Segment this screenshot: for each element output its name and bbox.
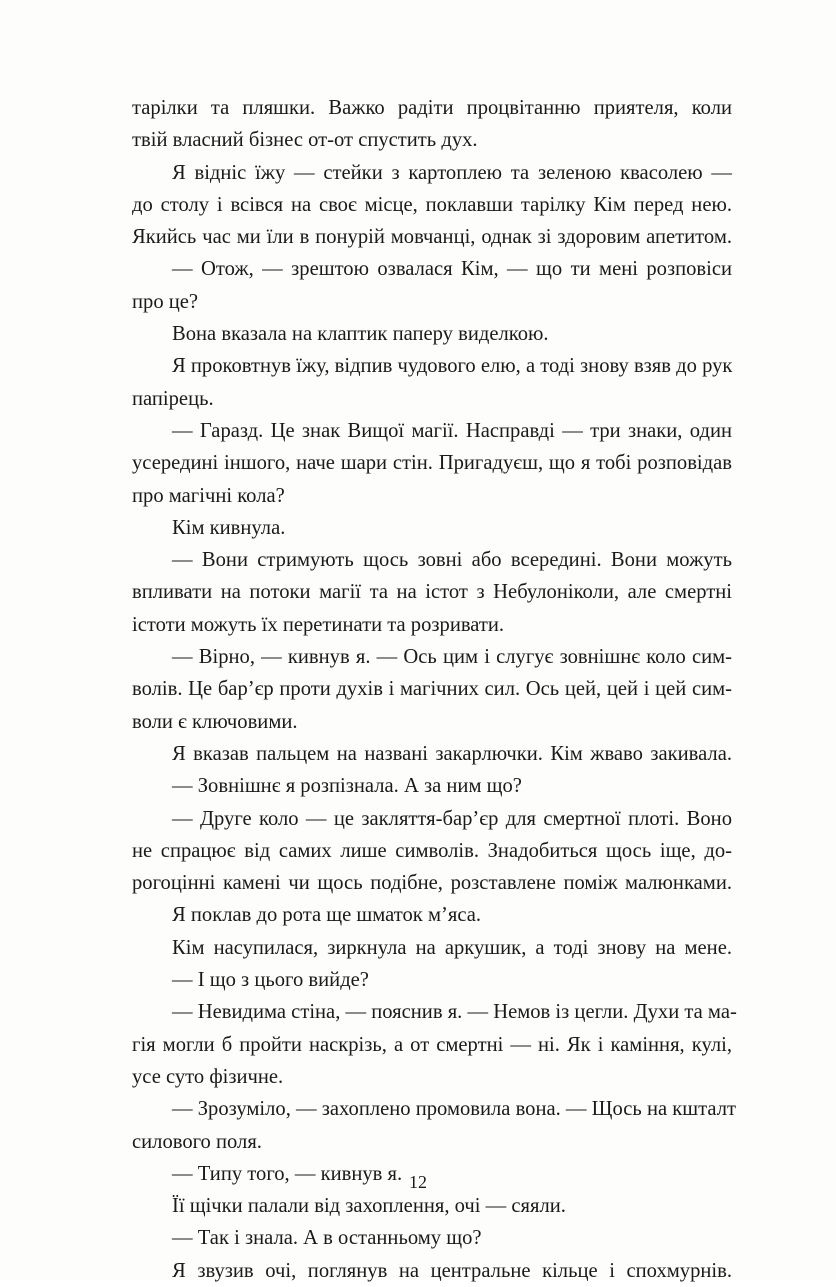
text-line: до столу і всівся на своє місце, поклавши тарілку Кім перед нею. [132, 193, 732, 216]
text-line: не спрацює від самих лише символів. Знадобиться щось іще, до- [132, 839, 732, 862]
body-text [132, 92, 737, 1287]
text-line: — Типу того, — кивнув я. [172, 1162, 403, 1185]
text-line: волів. Це бар’єр проти духів і магічних сил. Ось цей, цей і цей сим- [132, 678, 732, 701]
text-line: — І що з цього вийде? [172, 969, 369, 992]
text-line: тарілки та пляшки. Важко радіти процвітанню приятеля, коли [132, 97, 732, 119]
text-line: Я відніс їжу — стейки з картоплею та зеленою квасолею — [172, 161, 732, 184]
text-line: усередині іншого, наче шари стін. Пригадуєш, що я тобі розповідав [132, 452, 732, 475]
text-line: — Отож, — зрештою озвалася Кім, — що ти мені розповіси [172, 258, 732, 281]
text-line: воли є ключовими. [132, 710, 298, 733]
page-number: 12 [409, 1172, 427, 1192]
text-line: — Вірно, — кивнув я. — Ось цим і слугує зовнішнє коло сим- [172, 646, 732, 669]
text-line: про це? [132, 290, 199, 313]
text-line: рогоцінні камені чи щось подібне, розставлене поміж малюнками. [132, 872, 732, 895]
text-line: Вона вказала на клаптик паперу виделкою. [172, 323, 549, 346]
text-line: — Вони стримують щось зовні або всередині. Вони можуть [172, 549, 732, 572]
text-line: Я поклав до рота ще шматок м’яса. [172, 904, 482, 927]
text-line: Я звузив очі, поглянув на центральне кільце і спохмурнів. [172, 1259, 732, 1282]
text-line: папірець. [132, 387, 214, 410]
text-line: усе суто фізичне. [132, 1065, 284, 1088]
text-line: — Гаразд. Це знак Вищої магії. Насправді — три знаки, один [172, 419, 732, 442]
text-line: Я проковтнув їжу, відпив чудового елю, а тоді знову взяв до рук [172, 355, 733, 378]
text-line: — Друге коло — це закляття-бар’єр для смертної плоті. Воно [172, 807, 732, 830]
text-line: гія могли б пройти наскрізь, а от смертні — ні. Як і каміння, кулі, [132, 1033, 732, 1056]
text-line: Я вказав пальцем на названі закарлючки. Кім жваво закивала. [172, 742, 732, 765]
text-line: Її щічки палали від захоплення, очі — сяяли. [172, 1195, 566, 1218]
text-line: — Зовнішнє я розпізнала. А за ним що? [172, 775, 522, 798]
text-line: Якийсь час ми їли в понурій мовчанці, однак зі здоровим апетитом. [132, 226, 732, 249]
text-line: — Невидима стіна, — пояснив я. — Немов із цегли. Духи та ма- [172, 1001, 737, 1024]
text-line: — Зрозуміло, — захоплено промовила вона. — Щось на кшталт [172, 1098, 736, 1121]
text-line: твій власний бізнес от-от спустить дух. [132, 129, 478, 152]
text-line: силового поля. [132, 1130, 262, 1153]
text-line: Кім насупилася, зиркнула на аркушик, а тоді знову на мене. [172, 936, 732, 959]
text-line: впливати на потоки магії та на істот з Небулоніколи, але смертні [132, 581, 732, 604]
text-line: — Так і знала. А в останньому що? [172, 1227, 482, 1250]
text-line: про магічні кола? [132, 484, 285, 507]
text-line: істоти можуть їх перетинати та розривати. [132, 613, 505, 636]
text-line: Кім кивнула. [172, 516, 286, 539]
